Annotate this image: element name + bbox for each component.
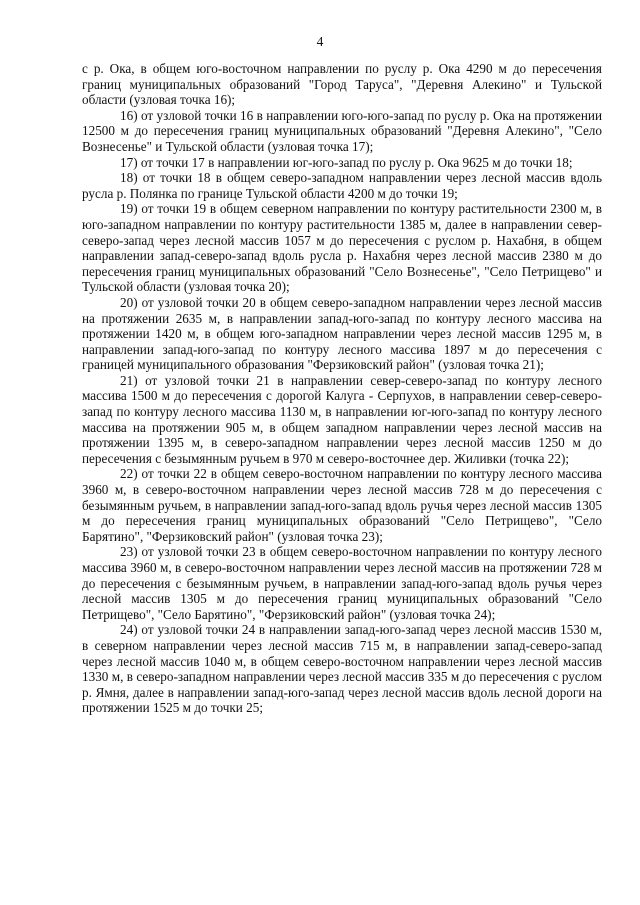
paragraph-item-23: 23) от узловой точки 23 в общем северо-восточном направлении по контуру лесного массива 3960 м, в северо-восточном направлении через лесной массив на протяжении 728 м до пересечения с безымянным ручьем, в направлении запад-юго-запад вдоль ручья через лесной массив 1305 м до пересечения границ муниципальных образований "Село Петрищево", "Село Барятино", "Ферзиковский район" (узловая точка 24);	[82, 544, 602, 622]
paragraph-item-18: 18) от точки 18 в общем северо-западном направлении через лесной массив вдоль русла р. Полянка по границе Тульской области 4200 м до точки 19;	[82, 170, 602, 201]
paragraph-item-20: 20) от узловой точки 20 в общем северо-западном направлении через лесной массив на протяжении 2635 м, в направлении запад-юго-запад по контуру лесного массива на протяжении 1420 м, в общем юго-западном направлении через лесной массив 1295 м, в направлении запад-юго-запад по контуру лесного массива 1897 м до пересечения с границей муниципального образования "Ферзиковский район" (узловая точка 21);	[82, 294, 602, 373]
paragraph-continuation: с р. Ока, в общем юго-восточном направлении по руслу р. Ока 4290 м до пересечения границ муниципальных образований "Город Таруса", "Деревня Алекино" и Тульской области (узловая точка 16);	[82, 61, 602, 108]
paragraph-item-19: 19) от точки 19 в общем северном направлении по контуру растительности 2300 м, в юго-западном направлении по контуру растительности 1385 м, далее в направлении север-северо-запад через лесной массив 1057 м до пересечения с руслом р. Нахабня, в общем направлении запад-северо-запад вдоль русла р. Нахабня через лесной массив 2380 м до пересечения границ муниципальных образований "Село Вознесенье", "Село Петрищево" и Тульской области (узловая точка 20);	[82, 201, 602, 295]
paragraph-item-22: 22) от точки 22 в общем северо-восточном направлении по контуру лесного массива 3960 м, в северо-восточном направлении через лесной массив 728 м до пересечения с безымянным ручьем, в направлении запад-юго-запад вдоль ручья через лесной массив 1305 м до пересечения границ муниципальных образований "Село Петрищево", "Село Барятино", "Ферзиковский район" (узловая точка 23);	[82, 466, 602, 544]
paragraph-item-24: 24) от узловой точки 24 в направлении запад-юго-запад через лесной массив 1530 м, в северном направлении через лесной массив 715 м, в направлении запад-северо-запад через лесной массив 1040 м, в общем северо-восточном направлении через лесной массив 1330 м, в северо-западном направлении через лесной массив 335 м до пересечения с руслом р. Ямня, далее в направлении запад-юго-запад через лесной массив вдоль лесной дороги на протяжении 1525 м до точки 25;	[82, 622, 602, 716]
document-body	[82, 61, 602, 716]
page-number: 4	[316, 34, 324, 49]
paragraph-item-16: 16) от узловой точки 16 в направлении юго-юго-запад по руслу р. Ока на протяжении 12500 м до пересечения границ муниципальных образований "Деревня Алекино", "Село Вознесенье" и Тульской области (узловая точка 17);	[82, 107, 602, 154]
paragraph-item-17: 17) от точки 17 в направлении юг-юго-запад по руслу р. Ока 9625 м до точки 18;	[120, 154, 573, 170]
paragraph-item-21: 21) от узловой точки 21 в направлении север-северо-запад по контуру лесного массива 1500 м до пересечения с дорогой Калуга - Серпухов, в направлении север-северо-запад по контуру лесного массива 1130 м, в направлении юг-юго-запад по контуру лесного массива на протяжении 905 м, в общем западном направлении через лесной массив на протяжении 1395 м, в северо-западном направлении через лесной массив 1250 м до пересечения с безымянным ручьем в 970 м северо-восточнее дер. Жиливки (точка 22);	[82, 372, 602, 466]
